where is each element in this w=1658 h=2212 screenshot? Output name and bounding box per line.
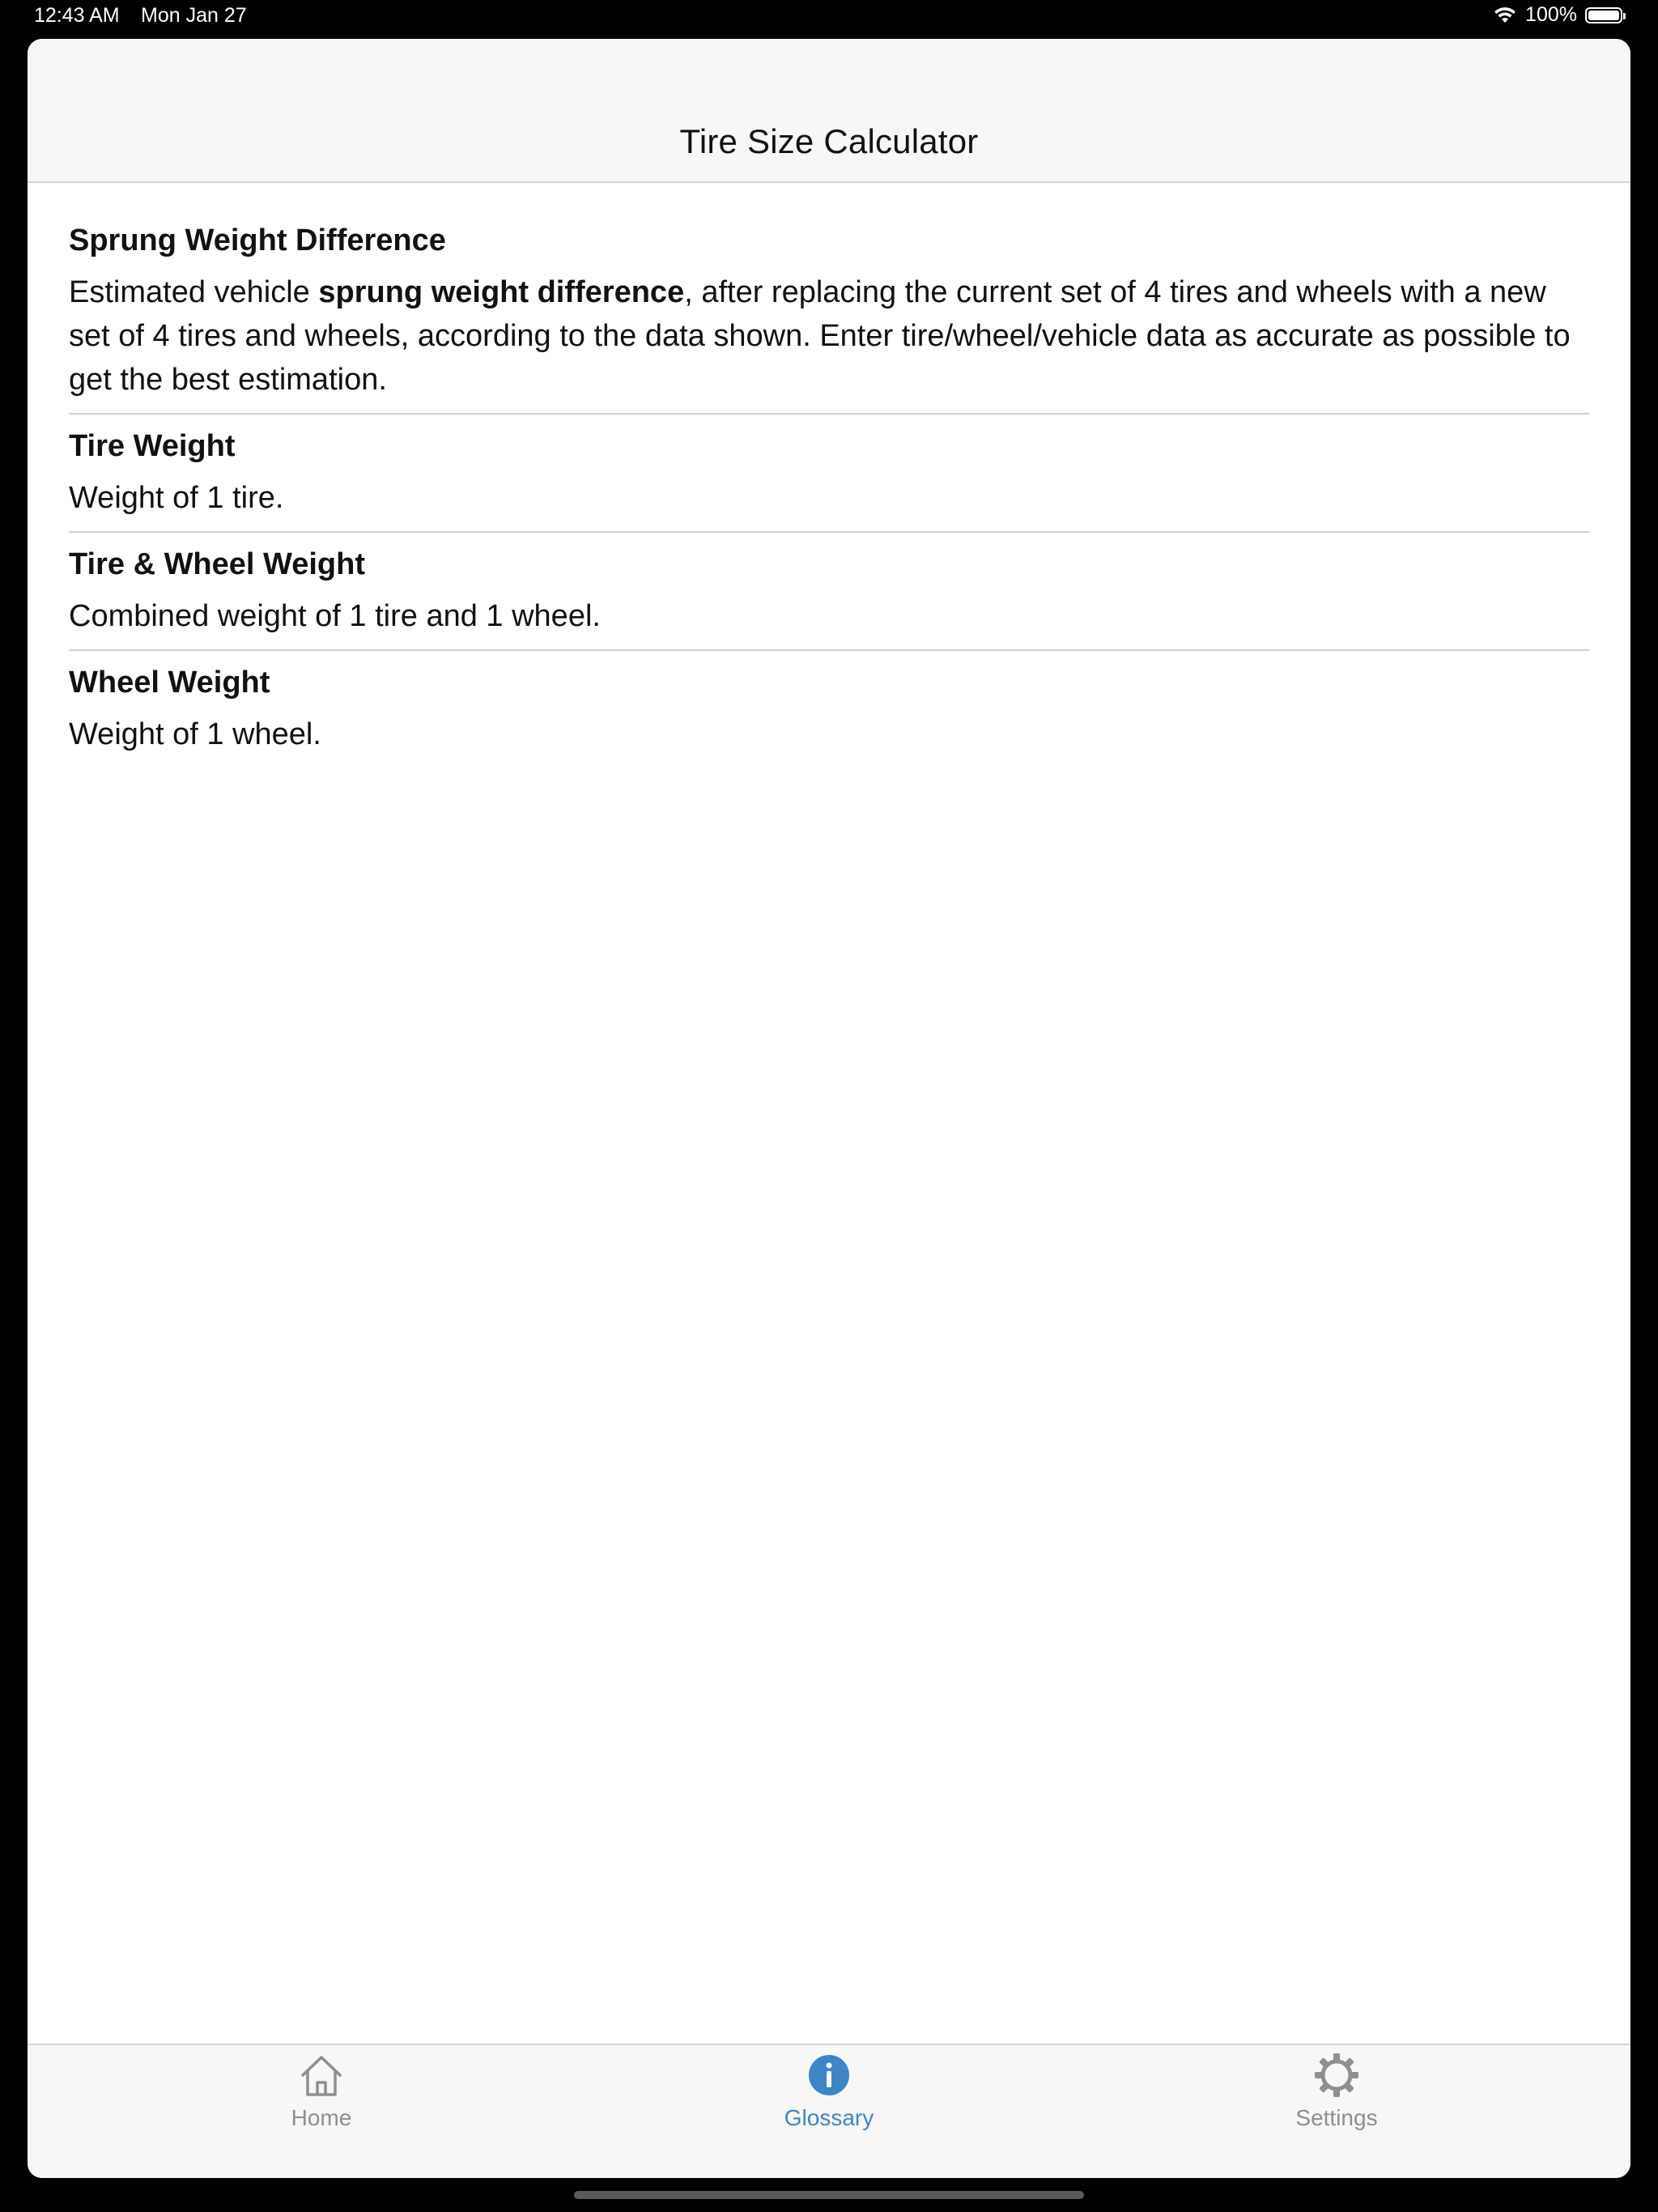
tab-home[interactable] — [200, 2052, 443, 2141]
tab-label: Home — [291, 2105, 352, 2130]
glossary-entry-sprung-weight-difference — [69, 183, 1589, 415]
entry-description: Weight of 1 wheel. — [69, 717, 321, 751]
tab-glossary[interactable] — [708, 2052, 950, 2141]
tab-bar — [28, 2044, 1630, 2178]
battery-percent: 100% — [1525, 3, 1577, 26]
glossary-list — [69, 183, 1589, 768]
glossary-entry-wheel-weight — [69, 651, 1589, 768]
wifi-icon — [1493, 6, 1517, 24]
glossary-entry-tire-wheel-weight — [69, 533, 1589, 651]
navigation-bar — [28, 39, 1630, 183]
entry-title: Tire Weight — [69, 429, 236, 463]
status-time: 12:43 AM — [34, 4, 120, 27]
info-icon — [806, 2052, 852, 2099]
tab-label: Glossary — [784, 2105, 874, 2130]
entry-description: Weight of 1 tire. — [69, 481, 284, 515]
home-indicator[interactable] — [574, 2191, 1084, 2199]
status-indicators — [1493, 3, 1622, 27]
status-bar — [0, 0, 1658, 32]
battery-icon — [1585, 7, 1622, 23]
house-icon — [298, 2052, 345, 2099]
entry-title: Tire & Wheel Weight — [69, 547, 365, 581]
gear-icon — [1313, 2052, 1360, 2099]
glossary-entry-tire-weight — [69, 415, 1589, 533]
entry-term-bold: sprung weight difference — [318, 275, 685, 309]
tab-label: Settings — [1295, 2105, 1378, 2130]
page-title: Tire Size Calculator — [679, 122, 979, 160]
entry-description: Estimated vehicle sprung weight difference, after replacing the current set of 4 tires and wheels with a new set of 4 tires and wheels, according to the data shown. Enter tire/wheel/vehicle data as accurate as possible to get the best estimation. — [69, 275, 1571, 397]
tab-settings[interactable] — [1215, 2052, 1458, 2141]
entry-description: Combined weight of 1 tire and 1 wheel. — [69, 599, 601, 633]
entry-title: Wheel Weight — [69, 666, 270, 700]
entry-title: Sprung Weight Difference — [69, 223, 446, 257]
status-date: Mon Jan 27 — [141, 4, 247, 27]
app-window — [28, 39, 1630, 2178]
